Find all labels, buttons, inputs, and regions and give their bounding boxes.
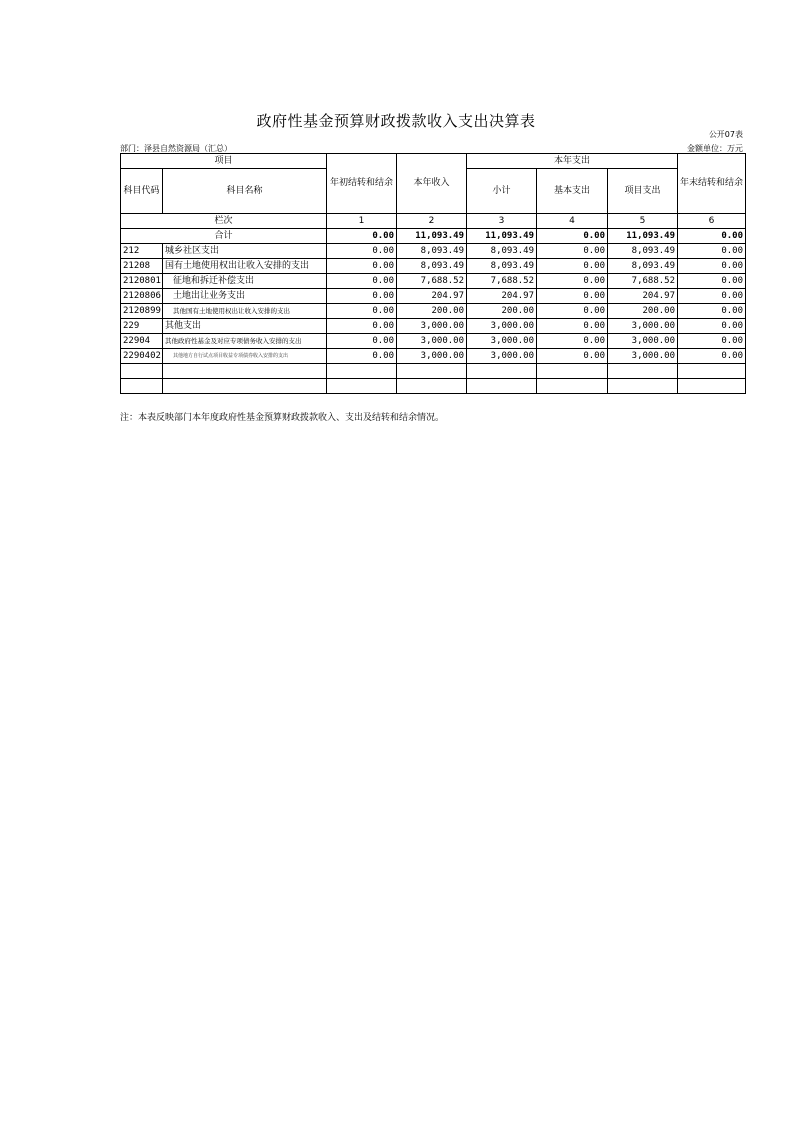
table-row [121,319,746,334]
header-name: 科目名称 [163,169,327,214]
department-label: 部门：泽县自然资源局（汇总） [120,144,232,153]
row-value: 8,093.49 [397,244,467,259]
row-name: 城乡社区支出 [163,244,327,259]
row-value: 3,000.00 [467,334,537,349]
header-project: 项目 [121,154,327,169]
total-value: 0.00 [327,229,397,244]
row-value: 3,000.00 [608,319,678,334]
row-value: 8,093.49 [608,259,678,274]
column-label: 栏次 [121,214,327,229]
header-current-year-exp: 本年支出 [467,154,678,169]
empty-row [121,364,746,379]
column-number: 1 [327,214,397,229]
column-number: 3 [467,214,537,229]
unit-label: 金额单位：万元 [687,144,743,153]
column-number: 6 [678,214,746,229]
row-value: 8,093.49 [467,259,537,274]
total-value: 11,093.49 [397,229,467,244]
row-value: 3,000.00 [608,349,678,364]
row-value: 3,000.00 [397,319,467,334]
row-value: 0.00 [678,319,746,334]
row-value: 0.00 [327,349,397,364]
row-value: 0.00 [678,274,746,289]
row-value: 200.00 [467,304,537,319]
total-value: 11,093.49 [608,229,678,244]
row-value: 0.00 [327,259,397,274]
header-basic: 基本支出 [537,169,608,214]
row-value: 0.00 [537,319,608,334]
header-subtotal: 小计 [467,169,537,214]
row-code: 2290402 [121,349,163,364]
table-row [121,334,746,349]
table-row [121,244,746,259]
row-code: 2120806 [121,289,163,304]
row-value: 0.00 [327,244,397,259]
row-value: 200.00 [397,304,467,319]
total-row [121,229,746,244]
row-value: 7,688.52 [397,274,467,289]
row-value: 0.00 [537,304,608,319]
row-value: 0.00 [678,304,746,319]
row-value: 3,000.00 [397,349,467,364]
row-value: 0.00 [537,349,608,364]
row-code: 2120899 [121,304,163,319]
row-value: 204.97 [608,289,678,304]
row-value: 0.00 [327,289,397,304]
row-name: 征地和拆迁补偿支出 [163,274,327,289]
row-value: 0.00 [537,289,608,304]
row-value: 0.00 [537,244,608,259]
row-value: 0.00 [537,274,608,289]
row-value: 7,688.52 [608,274,678,289]
column-number: 5 [608,214,678,229]
row-value: 0.00 [327,334,397,349]
row-value: 200.00 [608,304,678,319]
column-number: 4 [537,214,608,229]
form-number: 公开07表 [708,130,743,139]
header-income: 本年收入 [397,154,467,214]
row-value: 8,093.49 [608,244,678,259]
header-begin-balance: 年初结转和结余 [327,154,397,214]
table-row [121,304,746,319]
row-value: 0.00 [678,244,746,259]
row-code: 212 [121,244,163,259]
row-name: 国有土地使用权出让收入安排的支出 [163,259,327,274]
table-row [121,289,746,304]
row-value: 0.00 [537,259,608,274]
row-value: 0.00 [327,319,397,334]
table-row [121,274,746,289]
table-row [121,349,746,364]
total-value: 0.00 [678,229,746,244]
row-value: 8,093.49 [467,244,537,259]
column-number-row [121,214,746,229]
row-value: 0.00 [678,289,746,304]
total-value: 0.00 [537,229,608,244]
row-code: 2120801 [121,274,163,289]
row-value: 204.97 [467,289,537,304]
empty-row [121,379,746,394]
total-label: 合计 [121,229,327,244]
total-value: 11,093.49 [467,229,537,244]
row-value: 0.00 [678,334,746,349]
row-name: 土地出让业务支出 [163,289,327,304]
row-value: 0.00 [537,334,608,349]
row-value: 0.00 [678,259,746,274]
page-title: 政府性基金预算财政拨款收入支出决算表 [256,112,536,130]
row-value: 0.00 [327,304,397,319]
header-code: 科目代码 [121,169,163,214]
row-value: 0.00 [678,349,746,364]
row-name: 其他地方自行试点项目收益专项债券收入安排的支出 [163,349,327,364]
row-name: 其他支出 [163,319,327,334]
header-row-1 [121,154,746,169]
header-project-exp: 项目支出 [608,169,678,214]
row-value: 3,000.00 [397,334,467,349]
column-number: 2 [397,214,467,229]
budget-table [120,153,746,394]
row-value: 8,093.49 [397,259,467,274]
row-name: 其他政府性基金及对应专项债务收入安排的支出 [163,334,327,349]
row-value: 7,688.52 [467,274,537,289]
row-value: 0.00 [327,274,397,289]
footnote: 注：本表反映部门本年度政府性基金预算财政拨款收入、支出及结转和结余情况。 [120,413,445,423]
row-name: 其他国有土地使用权出让收入安排的支出 [163,304,327,319]
row-code: 22904 [121,334,163,349]
table-row [121,259,746,274]
row-code: 229 [121,319,163,334]
row-value: 3,000.00 [608,334,678,349]
row-value: 204.97 [397,289,467,304]
row-value: 3,000.00 [467,349,537,364]
header-end-balance: 年末结转和结余 [678,154,746,214]
row-code: 21208 [121,259,163,274]
row-value: 3,000.00 [467,319,537,334]
